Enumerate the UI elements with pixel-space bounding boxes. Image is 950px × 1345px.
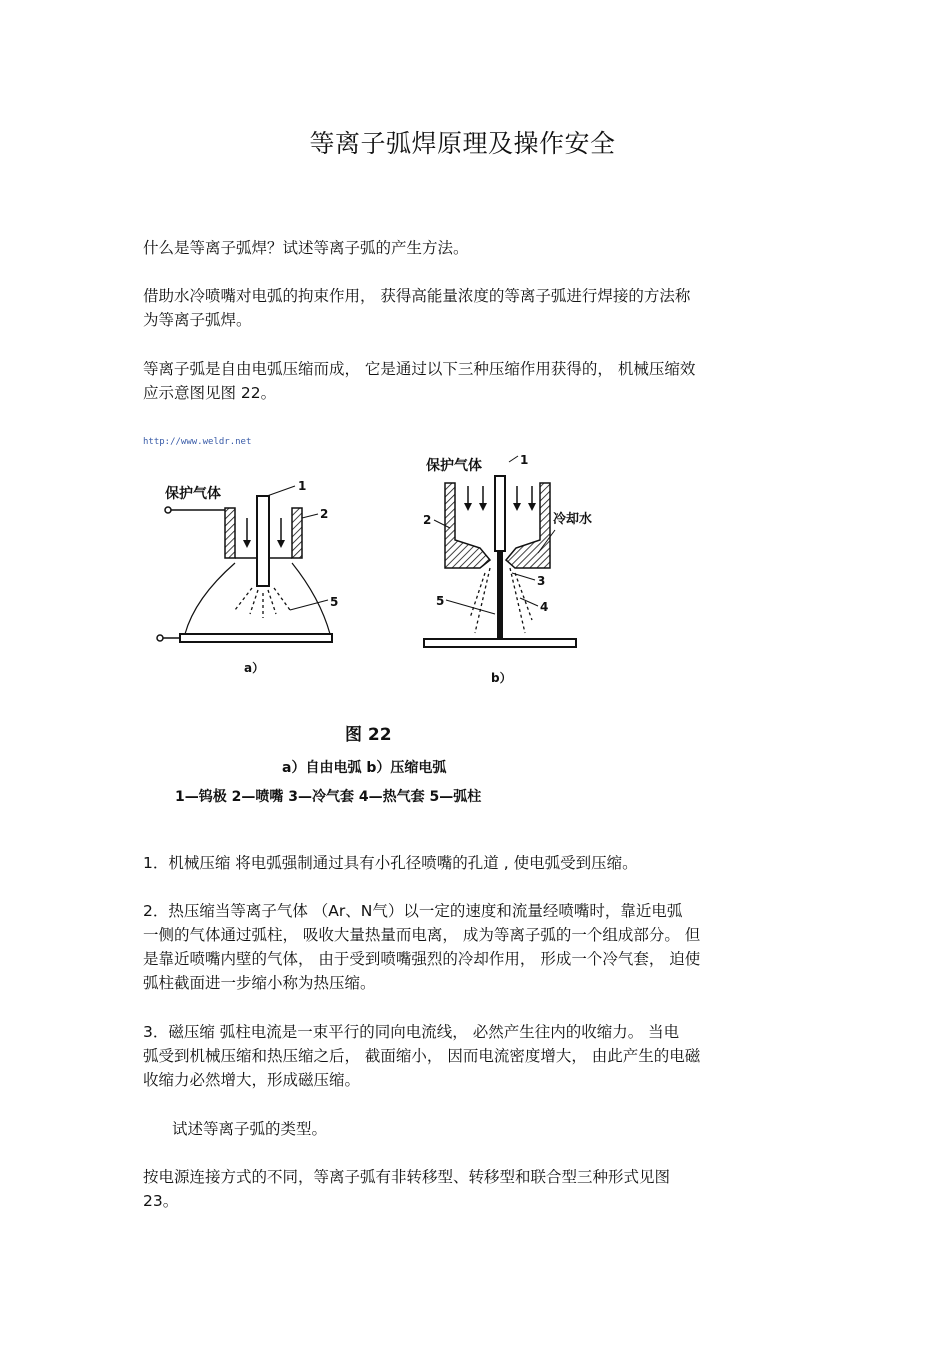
arc-column [497,551,503,640]
question-1: 什么是等离子弧焊？试述等离子弧的产生方法。 [143,239,469,257]
marker-1b: 1 [520,453,529,467]
terminal-icon [157,635,163,641]
text-line: 为等离子弧焊。 [143,311,252,329]
subfigure-b-label: b） [491,671,512,685]
tungsten-electrode-b [495,476,505,551]
text-line: 按电源连接方式的不同，等离子弧有非转移型、转移型和联合型三种形式见图 [143,1168,671,1186]
marker-5: 5 [330,595,339,609]
figure-caption: 图 22 [345,725,392,745]
item-magnetic-compression [143,1020,808,1092]
text-line: 是靠近喷嘴内壁的气体， 由于受到喷嘴强烈的冷却作用， 形成一个冷气套， 迫使 [143,950,701,968]
nozzle-wall-left [225,508,235,558]
text-line: 一侧的气体通过弧柱， 吸收大量热量而电离， 成为等离子弧的一个组成部分。 但 [143,926,701,944]
marker-4b: 4 [540,600,549,614]
closing-paragraph [143,1165,808,1213]
workpiece-a [180,634,332,642]
definition-paragraph [143,284,808,332]
figure-22-diagram [140,448,610,813]
nozzle-wall-right [292,508,302,558]
tungsten-electrode [257,496,269,586]
text-line: 3．磁压缩 弧柱电流是一束平行的同向电流线， 必然产生往内的收缩力。 当电 [143,1023,680,1041]
text-line: 23。 [143,1192,179,1210]
marker-1: 1 [298,479,307,493]
text-line: 借助水冷喷嘴对电弧的拘束作用， 获得高能量浓度的等离子弧进行焊接的方法称 [143,287,691,305]
text-line: 弧受到机械压缩和热压缩之后， 截面缩小， 因而电流密度增大， 由此产生的电磁 [143,1047,701,1065]
figure-subcaption: a）自由电弧 b）压缩电弧 [282,760,447,776]
document-title: 等离子弧焊原理及操作安全 [309,129,616,158]
item-thermal-compression [143,899,808,995]
terminal-icon [165,507,171,513]
item-mechanical-compression: 1．机械压缩 将电弧强制通过具有小孔径喷嘴的孔道 , 使电弧受到压缩。 [143,854,638,872]
text-line: 等离子弧是自由电弧压缩而成， 它是通过以下三种压缩作用获得的， 机械压缩效 [143,360,696,378]
marker-2: 2 [320,507,329,521]
figure-legend: 1—钨极 2—喷嘴 3—冷气套 4—热气套 5—弧柱 [175,789,482,805]
nozzle-right-b [506,483,550,568]
subfigure-a-label: a） [244,661,265,675]
text-line: 收缩力必然增大，形成磁压缩。 [143,1071,361,1089]
marker-5b: 5 [436,594,445,608]
text-line: 应示意图见图 22。 [143,384,277,402]
text-line: 2．热压缩当等离子气体 （Ar、N气）以一定的速度和流量经喷嘴时，靠近电弧 [143,902,683,920]
workpiece-b [424,639,576,647]
marker-2b: 2 [423,513,432,527]
gas-label-a: 保护气体 [165,486,221,502]
marker-3b: 3 [537,574,546,588]
question-2: 试述等离子弧的类型。 [172,1120,328,1138]
cooling-water-label: 冷却水 [553,512,593,527]
free-arc-diagram [157,479,338,675]
text-line: 弧柱截面进一步缩小称为热压缩。 [143,974,376,992]
constricted-arc-diagram [423,453,592,685]
figure-watermark-url: http://www.weldr.net [143,437,252,447]
gas-label-b: 保护气体 [426,458,482,474]
intro-paragraph [143,357,808,405]
